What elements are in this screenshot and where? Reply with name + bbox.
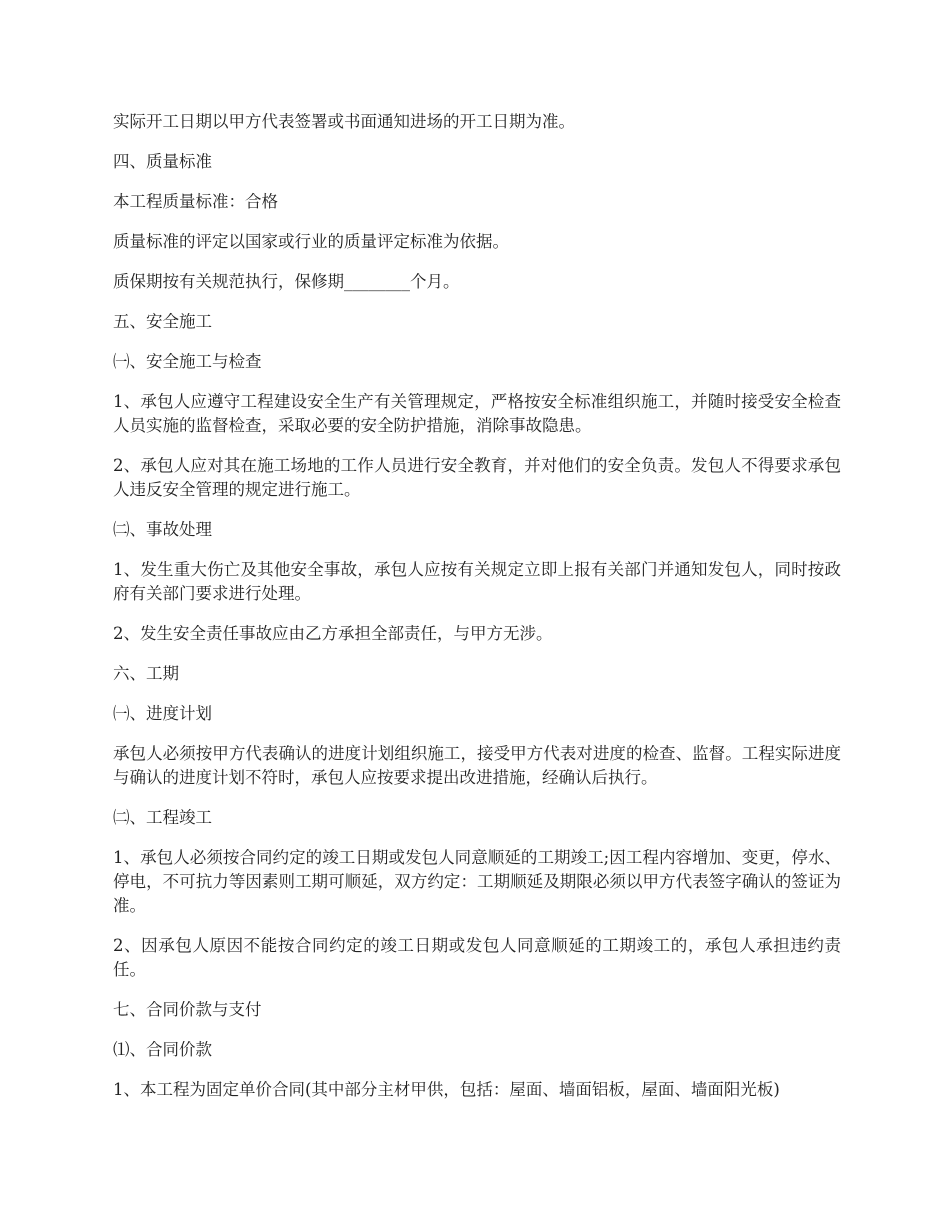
subheading-progress-plan: ㈠、进度计划 <box>113 704 212 723</box>
paragraph-quality-standard: 本工程质量标准：合格 <box>113 192 278 211</box>
paragraph-warranty-period: 质保期按有关规范执行，保修期________个月。 <box>113 272 460 291</box>
paragraph-safety-education: 2、承包人应对其在施工场地的工作人员进行安全教育，并对他们的安全负责。发包人不得要求承包人违反安全管理的规定进行施工。 <box>113 456 841 499</box>
heading-construction-period: 六、工期 <box>113 664 179 683</box>
paragraph-start-date: 实际开工日期以甲方代表签署或书面通知进场的开工日期为准。 <box>113 112 575 131</box>
subheading-safety-inspection: ㈠、安全施工与检查 <box>113 352 262 371</box>
paragraph-progress-plan: 承包人必须按甲方代表确认的进度计划组织施工，接受甲方代表对进度的检查、监督。工程实际进度与确认的进度计划不符时，承包人应按要求提出改进措施，经确认后执行。 <box>113 744 841 787</box>
subheading-completion: ㈡、工程竣工 <box>113 808 212 827</box>
subheading-accident-handling: ㈡、事故处理 <box>113 520 212 539</box>
paragraph-completion-date: 1、承包人必须按合同约定的竣工日期或发包人同意顺延的工期竣工;因工程内容增加、变更，停水、停电，不可抗力等因素则工期可顺延，双方约定：工期顺延及期限必须以甲方代表签字确认的签证为准。 <box>113 848 841 915</box>
paragraph-accident-liability: 2、发生安全责任事故应由乙方承担全部责任，与甲方无涉。 <box>113 624 553 643</box>
subheading-contract-price: ⑴、合同价款 <box>113 1040 212 1059</box>
paragraph-accident-report: 1、发生重大伤亡及其他安全事故，承包人应按有关规定立即上报有关部门并通知发包人，同时按政府有关部门要求进行处理。 <box>113 560 841 603</box>
paragraph-safety-regulations: 1、承包人应遵守工程建设安全生产有关管理规定，严格按安全标准组织施工，并随时接受安全检查人员实施的监督检查，采取必要的安全防护措施，消除事故隐患。 <box>113 392 841 435</box>
heading-safety-construction: 五、安全施工 <box>113 312 212 331</box>
paragraph-completion-liability: 2、因承包人原因不能按合同约定的竣工日期或发包人同意顺延的工期竣工的，承包人承担违约责任。 <box>113 936 841 979</box>
document-body <box>113 110 841 1118</box>
heading-quality-standard: 四、质量标准 <box>113 152 212 171</box>
heading-contract-price: 七、合同价款与支付 <box>113 1000 262 1019</box>
paragraph-quality-assessment: 质量标准的评定以国家或行业的质量评定标准为依据。 <box>113 232 509 251</box>
paragraph-fixed-unit-price: 1、本工程为固定单价合同(其中部分主材甲供，包括：屋面、墙面铝板，屋面、墙面阳光板) <box>113 1080 780 1099</box>
